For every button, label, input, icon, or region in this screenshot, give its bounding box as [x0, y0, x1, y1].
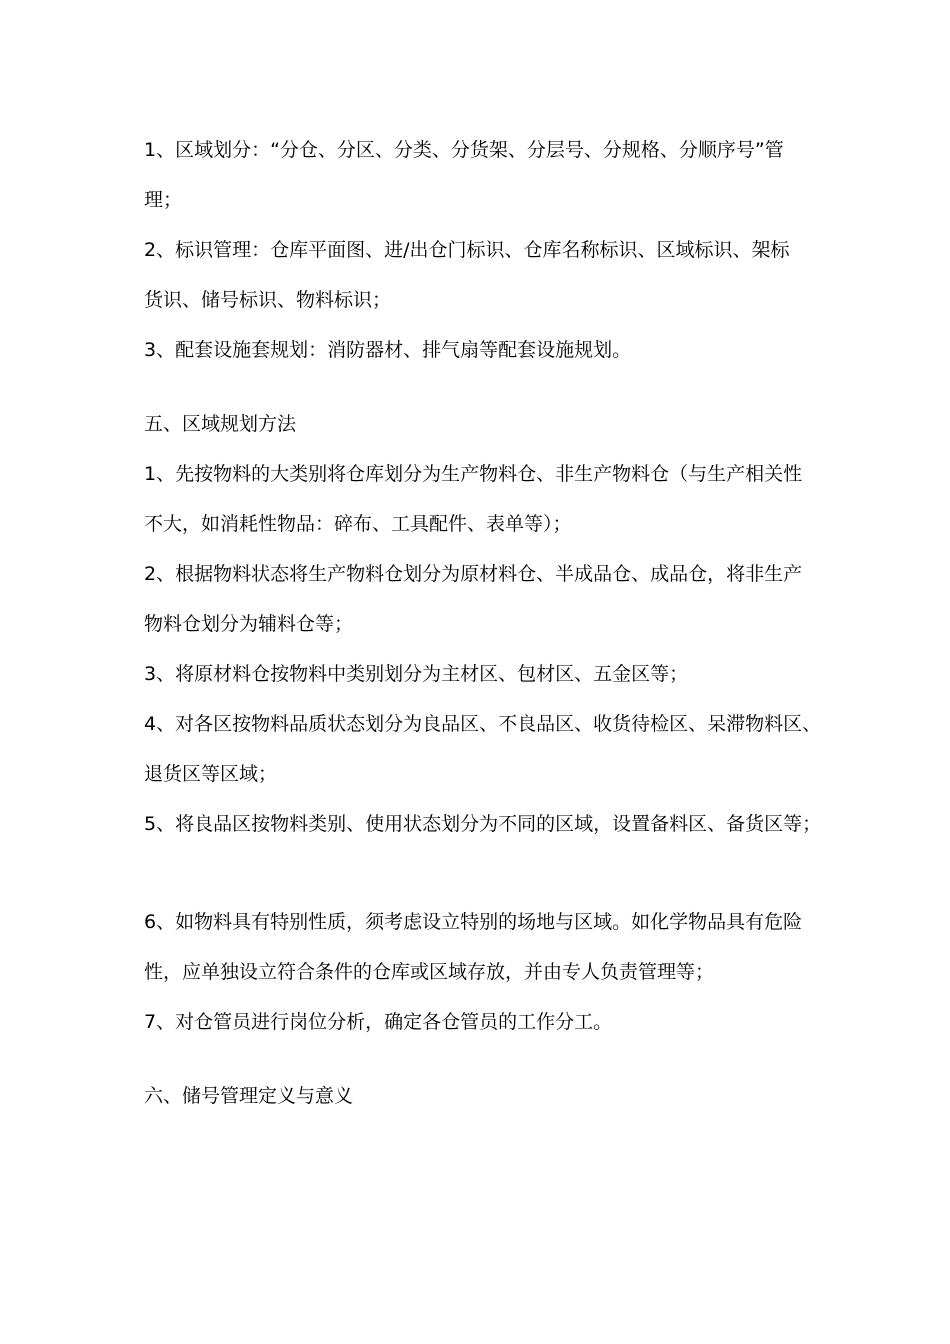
paragraph-3-line-1: 3、配套设施套规划：消防器材、排气扇等配套设施规划。 [144, 339, 632, 361]
section-heading-6: 六、储号管理定义与意义 [144, 1085, 354, 1107]
section-heading-5: 五、区域规划方法 [144, 413, 297, 435]
item-1-line-1: 1、先按物料的大类别将仓库划分为生产物料仓、非生产物料仓（与生产相关性 [144, 463, 803, 485]
item-6-line-2: 性，应单独设立符合条件的仓库或区域存放，并由专人负责管理等； [144, 961, 715, 983]
item-4-line-2: 退货区等区域； [144, 763, 278, 785]
paragraph-2-line-1: 2、标识管理：仓库平面图、进/出仓门标识、仓库名称标识、区域标识、架标 [144, 239, 790, 261]
item-2-line-1: 2、根据物料状态将生产物料仓划分为原材料仓、半成品仓、成品仓，将非生产 [144, 563, 803, 585]
item-2-line-2: 物料仓划分为辅料仓等； [144, 613, 354, 635]
item-6-line-1: 6、如物料具有特别性质，须考虑设立特别的场地与区域。如化学物品具有危险 [144, 911, 803, 933]
paragraph-2-line-2: 货识、储号标识、物料标识； [144, 289, 392, 311]
item-5-line-1: 5、将良品区按物料类别、使用状态划分为不同的区域，设置备料区、备货区等； [144, 813, 822, 835]
item-7-line-1: 7、对仓管员进行岗位分析，确定各仓管员的工作分工。 [144, 1011, 613, 1033]
item-4-line-1: 4、对各区按物料品质状态划分为良品区、不良品区、收货待检区、呆滞物料区、 [144, 713, 822, 735]
paragraph-1-line-2: 理； [144, 189, 183, 211]
paragraph-1-line-1: 1、区域划分：“分仓、分区、分类、分货架、分层号、分规格、分顺序号”管 [144, 139, 784, 161]
item-3-line-1: 3、将原材料仓按物料中类别划分为主材区、包材区、五金区等； [144, 663, 689, 685]
item-1-line-2: 不大，如消耗性物品：碎布、工具配件、表单等）； [144, 513, 572, 535]
